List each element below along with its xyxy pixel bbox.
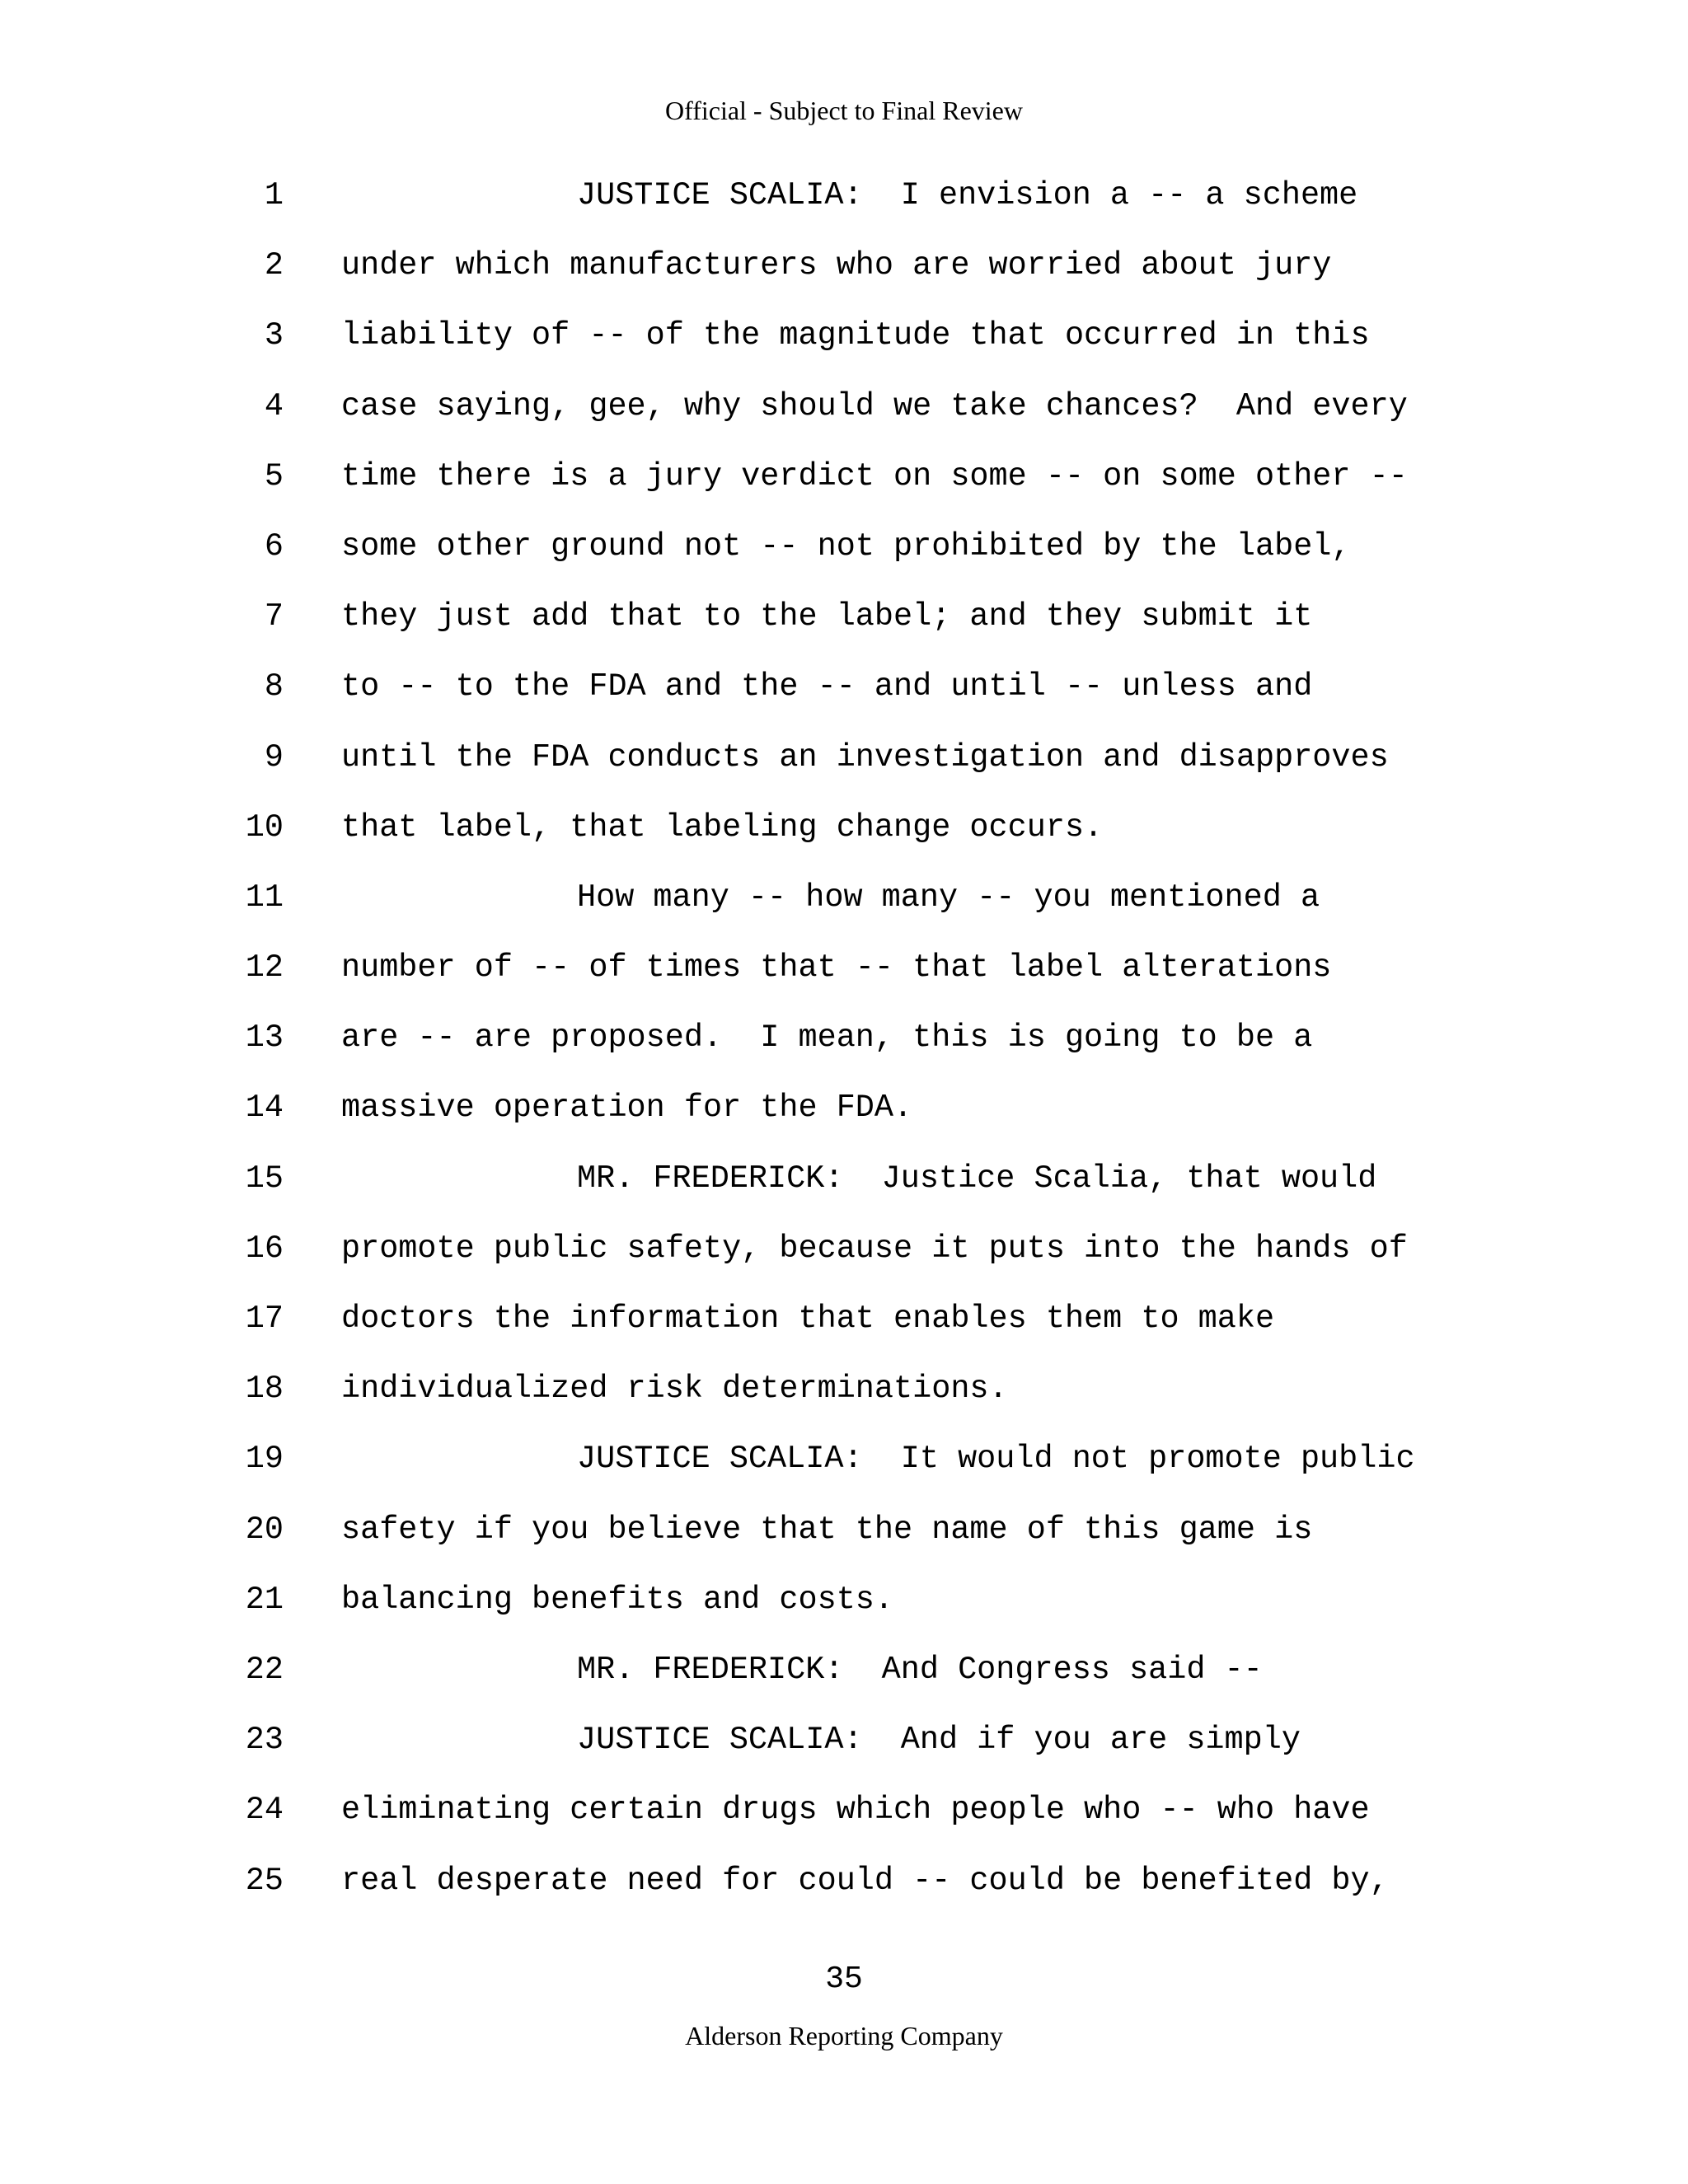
transcript-line [0, 1503, 1688, 1573]
line-number: 23 [245, 1722, 284, 1759]
transcript-line [0, 1643, 1688, 1713]
transcript-line [0, 1362, 1688, 1432]
line-number: 19 [245, 1441, 284, 1478]
line-text: balancing benefits and costs. [341, 1581, 894, 1618]
line-text: to -- to the FDA and the -- and until -- unless and [341, 668, 1313, 705]
line-number: 16 [245, 1230, 284, 1267]
line-text: promote public safety, because it puts into the hands of [341, 1230, 1408, 1267]
transcript-line [0, 1011, 1688, 1081]
line-number: 22 [245, 1651, 284, 1688]
line-text: real desperate need for could -- could be benefited by, [341, 1862, 1389, 1899]
line-number: 21 [245, 1581, 284, 1618]
transcript-line [0, 871, 1688, 941]
line-number: 25 [245, 1862, 284, 1899]
line-text: until the FDA conducts an investigation and disapproves [341, 738, 1389, 776]
line-text: safety if you believe that the name of this game is [341, 1511, 1313, 1548]
line-number: 5 [264, 457, 284, 494]
transcript-line [0, 660, 1688, 730]
transcript-line [0, 450, 1688, 520]
page-header: Official - Subject to Final Review [665, 96, 1023, 125]
line-number: 8 [264, 668, 284, 705]
transcript-line [0, 239, 1688, 309]
line-text: are -- are proposed. I mean, this is going to be a [341, 1019, 1313, 1057]
transcript-line [0, 380, 1688, 450]
transcript-line [0, 1713, 1688, 1783]
line-number: 2 [264, 247, 284, 284]
line-number: 6 [264, 527, 284, 565]
transcript-line [0, 169, 1688, 239]
line-text: case saying, gee, why should we take chances? And every [341, 387, 1408, 424]
line-text: JUSTICE SCALIA: I envision a -- a scheme [577, 177, 1358, 213]
line-number: 14 [245, 1090, 284, 1127]
line-text: number of -- of times that -- that label alterations [341, 949, 1332, 987]
line-text: they just add that to the label; and they submit it [341, 598, 1313, 635]
line-number: 15 [245, 1160, 284, 1197]
transcript-line [0, 520, 1688, 590]
transcript-line [0, 1573, 1688, 1643]
line-text: JUSTICE SCALIA: And if you are simply [577, 1722, 1301, 1759]
line-number: 4 [264, 387, 284, 424]
line-text: some other ground not -- not prohibited by the label, [341, 527, 1351, 565]
line-number: 10 [245, 808, 284, 846]
transcript-line [0, 1081, 1688, 1151]
line-text: MR. FREDERICK: Justice Scalia, that would [577, 1160, 1377, 1197]
line-number: 9 [264, 738, 284, 776]
transcript-line [0, 1783, 1688, 1854]
transcript-line [0, 1222, 1688, 1292]
transcript-line [0, 941, 1688, 1011]
line-number: 3 [264, 317, 284, 354]
line-number: 1 [264, 177, 284, 213]
transcript-line [0, 309, 1688, 379]
line-number: 17 [245, 1301, 284, 1337]
line-number: 12 [245, 949, 284, 987]
line-text: How many -- how many -- you mentioned a [577, 879, 1320, 916]
transcript-line [0, 731, 1688, 801]
transcript-line [0, 1152, 1688, 1222]
line-text: time there is a jury verdict on some -- on some other -- [341, 457, 1408, 494]
line-text: MR. FREDERICK: And Congress said -- [577, 1651, 1263, 1688]
transcript-line [0, 590, 1688, 660]
line-text: individualized risk determinations. [341, 1371, 1008, 1408]
line-text: doctors the information that enables them to make [341, 1301, 1275, 1337]
line-text: under which manufacturers who are worried about jury [341, 247, 1332, 284]
line-text: massive operation for the FDA. [341, 1090, 913, 1127]
transcript-lines [0, 169, 1688, 1924]
transcript-line [0, 1292, 1688, 1362]
transcript-line [0, 1854, 1688, 1924]
line-text: JUSTICE SCALIA: It would not promote public [577, 1441, 1415, 1478]
line-number: 24 [245, 1792, 284, 1829]
page-number: 35 [825, 1961, 863, 1997]
page-footer: Alderson Reporting Company [685, 2021, 1003, 2050]
transcript-line [0, 801, 1688, 871]
line-number: 11 [245, 879, 284, 916]
line-number: 7 [264, 598, 284, 635]
line-number: 18 [245, 1371, 284, 1408]
line-text: liability of -- of the magnitude that occurred in this [341, 317, 1370, 354]
line-number: 13 [245, 1019, 284, 1057]
line-text: eliminating certain drugs which people who -- who have [341, 1792, 1370, 1829]
line-text: that label, that labeling change occurs. [341, 808, 1104, 846]
transcript-line [0, 1432, 1688, 1502]
line-number: 20 [245, 1511, 284, 1548]
